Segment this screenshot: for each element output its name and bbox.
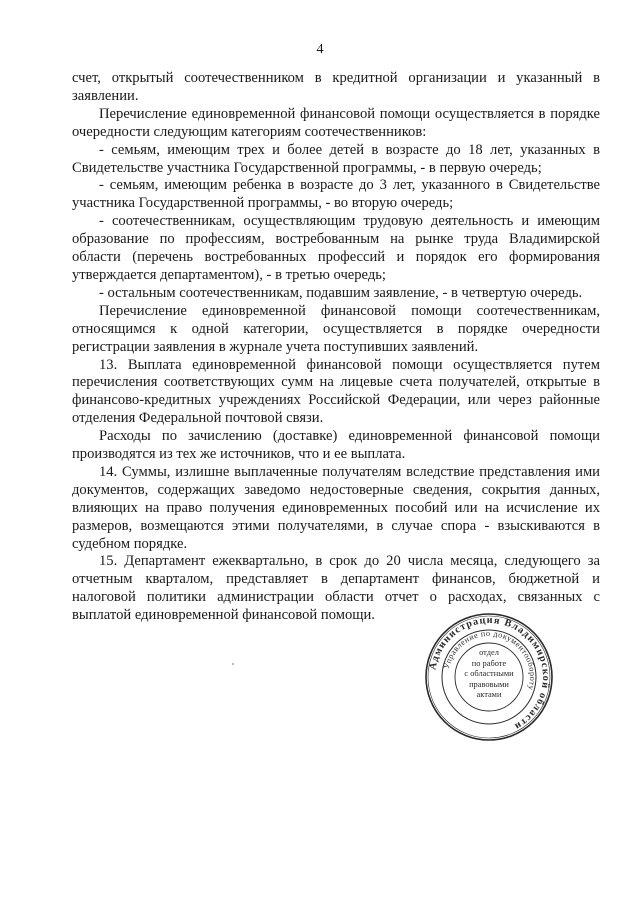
stamp-center-line: по работе <box>471 658 507 668</box>
clause-15: 15. Департамент ежеквартально, в срок до 20 числа месяца, следующего за отчетным кварталом, представляет в департамент финансов, бюджетной и налоговой политики администрации области отчет о расходах, связанных с выплатой единовременной финансовой помощи. <box>72 553 600 624</box>
paragraph-delivery-expenses: Расходы по зачислению (доставке) единовременной финансовой помощи производятся из тех же источников, что и ее выплата. <box>72 428 600 463</box>
document-body <box>72 70 600 625</box>
list-item-second-priority: - семьям, имеющим ребенка в возрасте до 3 лет, указанного в Свидетельстве участника Государственной программы, - во вторую очередь; <box>72 177 600 212</box>
stamp-center-line: отдел <box>479 648 499 657</box>
stamp-center-line: с областными <box>464 669 514 679</box>
list-item-third-priority: - соотечественникам, осуществляющим трудовую деятельность и имеющим образование по профессиям, востребованным на рынке труда Владимирской области (перечень востребованных профессий и порядок его формирования утверждается департаментом), - в третью очередь; <box>72 213 600 283</box>
stamp-outer-text: Администрация Владимирской области <box>427 614 552 733</box>
clause-14: 14. Суммы, излишне выплаченные получателям вследствие представления ими документов, содержащих заведомо недостоверные сведения, сокрытия данных, влияющих на право получения единовременных пособий или на исчисление их размеров, возмещаются этими получателями, в случае спора - взыскиваются в судебном порядке. <box>72 463 600 552</box>
stamp-inner-text: Управление по документообороту <box>441 628 538 692</box>
official-stamp <box>424 612 554 742</box>
list-item-first-priority: - семьям, имеющим трех и более детей в возрасте до 18 лет, указанных в Свидетельстве участника Государственной программы, - в первую очередь; <box>72 141 600 176</box>
paragraph-same-category: Перечисление единовременной финансовой помощи соотечественникам, относящимся к одной категории, осуществляется в порядке очередности регистрации заявления в журнале учета поступивших заявлений. <box>72 302 600 355</box>
list-item-fourth-priority: - остальным соотечественникам, подавшим заявление, - в четвертую очередь. <box>99 284 583 301</box>
scan-speck <box>232 663 234 665</box>
stamp-center-line: правовыми <box>469 679 509 689</box>
stamp-center-text <box>452 648 526 701</box>
stamp-center-line: актами <box>476 690 502 700</box>
clause-13: 13. Выплата единовременной финансовой помощи осуществляется путем перечисления соответствующих сумм на лицевые счета получателей, открытые в финансово-кредитных учреждениях Российской Федерации, или через районные отделения Федеральной почтовой связи. <box>72 356 600 427</box>
paragraph-account-continuation: счет, открытый соотечественником в кредитной организации и указанный в заявлении. <box>72 70 600 104</box>
page-number: 4 <box>316 42 324 57</box>
paragraph-payment-order: Перечисление единовременной финансовой помощи осуществляется в порядке очередности следующим категориям соотечественников: <box>72 105 600 140</box>
